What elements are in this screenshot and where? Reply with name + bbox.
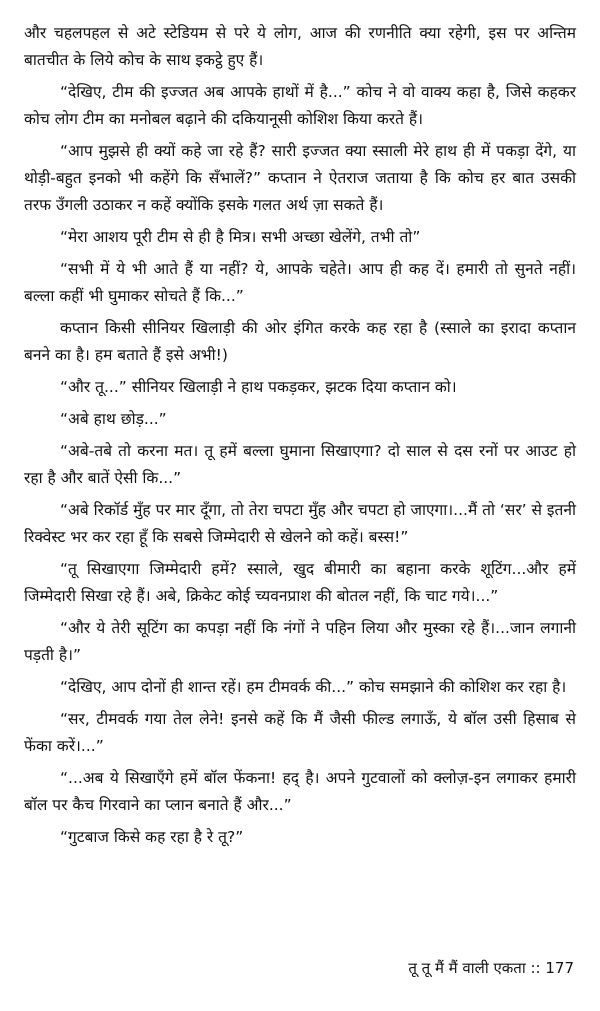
paragraph: “और ये तेरी सूटिंग का कपड़ा नहीं कि नंगों ने पहिन लिया और मुस्का रहे हैं।...जान लगानी पड़ती है।” — [24, 619, 576, 664]
page-footer: तू तू मैं मैं वाली एकता :: 177 — [408, 959, 574, 977]
paragraph: “देखिए, टीम की इज्जत अब आपके हाथों में है...” कोच ने वो वाक्य कहा है, जिसे कहकर कोच लोग टीम का मनोबल बढ़ाने की दकियानूसी कोशिश किया करते हैं। — [24, 83, 576, 128]
paragraph: “आप मुझसे ही क्यों कहे जा रहे हैं? सारी इज्जत क्या स्साली मेरे हाथ ही में पकड़ा देंगे, या थोड़ी-बहुत इनको भी कहेंगे कि सँभालें?” कप्तान ने ऐतराज जताया है कि कोच हर बात उसकी तरफ उँगली उठाकर न कहें क्योंकि इसके गलत अर्थ ज़ा सकते हैं। — [24, 142, 576, 214]
paragraph: “अबे रिकॉर्ड मुँह पर मार दूँगा, तो तेरा चपटा मुँह और चपटा हो जाएगा।...मैं तो ‘सर’ से इतनी रिक्वेस्ट भर कर रहा हूँ कि सबसे जिम्मेदारी से खेलने को कहें। बस्स!” — [24, 501, 576, 546]
paragraph: “...अब ये सिखाएँगे हमें बॉल फेंकना! हद् है। अपने गुटवालों को क्लोज़-इन लगाकर हमारी बॉल पर कैच गिरवाने का प्लान बनाते हैं और...” — [24, 769, 576, 814]
paragraph: “सर, टीमवर्क गया तेल लेने! इनसे कहें कि मैं जैसी फील्ड लगाऊँ, ये बॉल उसी हिसाब से फेंका करें।...” — [24, 710, 576, 755]
paragraph: “और तू...” सीनियर खिलाड़ी ने हाथ पकड़कर, झटक दिया कप्तान को। — [60, 378, 457, 396]
paragraph: कप्तान किसी सीनियर खिलाड़ी की ओर इंगित करके कह रहा है (स्साले का इरादा कप्तान बनने का है। हम बताते हैं इसे अभी!) — [24, 319, 576, 364]
paragraph: “अबे हाथ छोड़...” — [60, 410, 167, 428]
body-text — [24, 20, 576, 851]
paragraph: “देखिए, आप दोनों ही शान्त रहें। हम टीमवर्क की...” कोच समझाने की कोशिश कर रहा है। — [60, 678, 567, 696]
paragraph: “तू सिखाएगा जिम्मेदारी हमें? स्साले, खुद बीमारी का बहाना करके शूटिंग...और हमें जिम्मेदारी सिखा रहे हैं। अबे, क्रिकेट कोई च्यवनप्राश की बोतल नहीं, कि चाट गये।...” — [24, 560, 576, 605]
paragraph: “मेरा आशय पूरी टीम से ही है मित्र। सभी अच्छा खेलेंगे, तभी तो” — [60, 228, 421, 246]
paragraph: “अबे-तबे तो करना मत। तू हमें बल्ला घुमाना सिखाएगा? दो साल से दस रनों पर आउट हो रहा है और बातें ऐसी कि...” — [24, 442, 576, 487]
paragraph: “सभी में ये भी आते हैं या नहीं? ये, आपके चहेते। आप ही कह दें। हमारी तो सुनते नहीं। बल्ला कहीं भी घुमाकर सोचते हैं कि...” — [24, 260, 576, 305]
paragraph: और चहलपहल से अटे स्टेडियम से परे ये लोग, आज की रणनीति क्या रहेगी, इस पर अन्तिम बातचीत के लिये कोच के साथ इकट्ठे हुए हैं। — [24, 24, 576, 69]
paragraph: “गुटबाज किसे कह रहा है रे तू?” — [60, 828, 244, 846]
